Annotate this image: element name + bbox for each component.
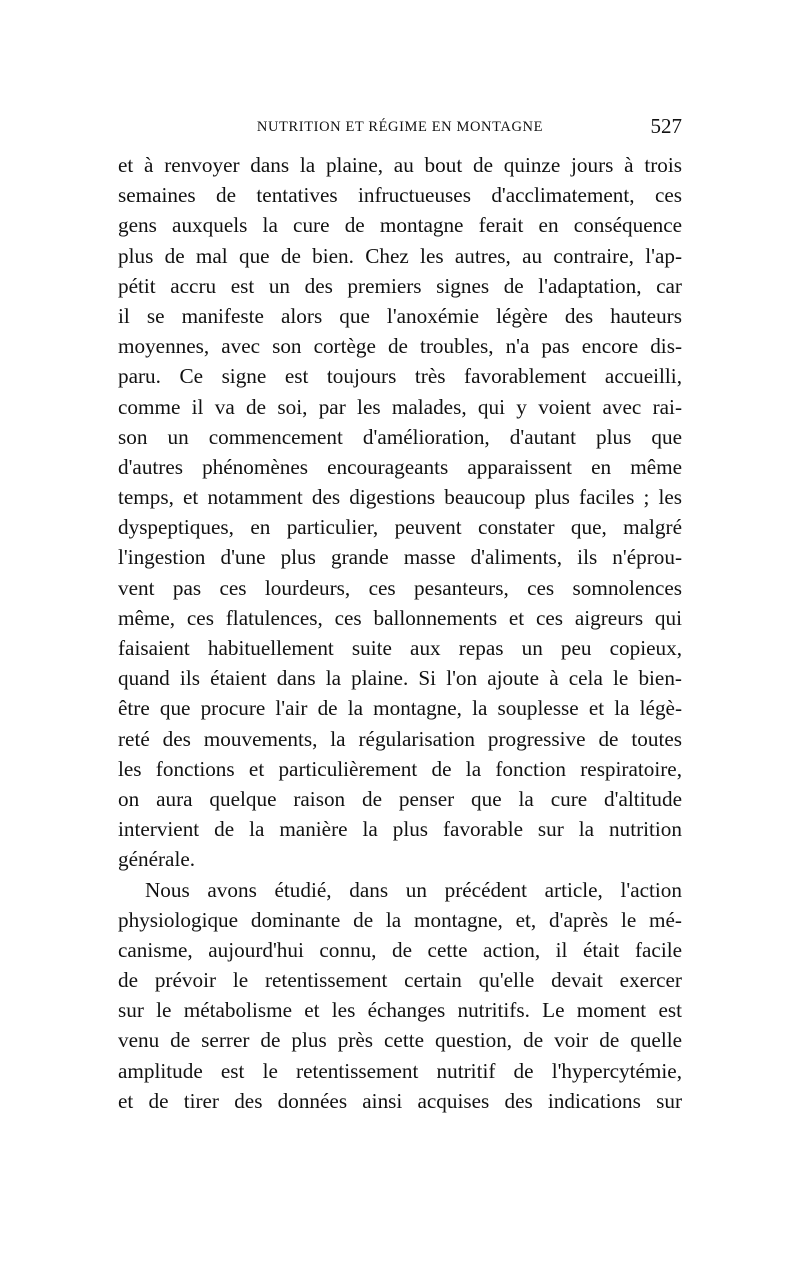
text-line: et à renvoyer dans la plaine, au bout de quinze jours à trois [118,153,682,177]
text-line: même, ces flatulences, ces ballonnements et ces aigreurs qui [118,605,682,630]
running-title: NUTRITION ET RÉGIME EN MONTAGNE [256,119,544,135]
text-line: être que procure l'air de la montagne, la souplesse et la légè- [118,696,682,721]
text-line: plus de mal que de bien. Chez les autres, au contraire, l'ap- [118,243,682,268]
text-line: et de tirer des données ainsi acquises des indications sur [118,1088,682,1113]
text-line: sur le métabolisme et les échanges nutritifs. Le moment est [118,998,682,1023]
paragraph-end-line: générale. [118,847,196,872]
text-line: temps, et notamment des digestions beaucoup plus faciles ; les [118,485,682,510]
text-line: gens auxquels la cure de montagne ferait en conséquence [118,213,682,238]
paragraph-start-line: Nous avons étudié, dans un précédent article, l'action [145,877,682,902]
text-line: comme il va de soi, par les malades, qui y voient avec rai- [118,394,682,419]
text-line: vent pas ces lourdeurs, ces pesanteurs, ces somnolences [118,575,682,600]
text-line: reté des mouvements, la régularisation progressive de toutes [118,726,682,751]
text-line: son un commencement d'amélioration, d'autant plus que [118,424,682,449]
text-line: intervient de la manière la plus favorable sur la nutrition [118,817,682,842]
text-line: moyennes, avec son cortège de troubles, n'a pas encore dis- [118,334,682,359]
text-line: les fonctions et particulièrement de la fonction respiratoire, [118,756,682,781]
text-line: il se manifeste alors que l'anoxémie légère des hauteurs [118,303,682,328]
text-line: l'ingestion d'une plus grande masse d'aliments, ils n'éprou- [118,545,682,570]
text-line: d'autres phénomènes encourageants apparaissent en même [118,454,682,479]
text-line: on aura quelque raison de penser que la cure d'altitude [118,786,682,811]
text-line: semaines de tentatives infructueuses d'acclimatement, ces [118,183,682,208]
page-number: 527 [650,114,682,138]
text-line: quand ils étaient dans la plaine. Si l'on ajoute à cela le bien- [118,666,682,691]
body-text [118,150,682,1116]
text-line: dyspeptiques, en particulier, peuvent constater que, malgré [118,515,682,540]
text-line: amplitude est le retentissement nutritif de l'hypercytémie, [118,1058,682,1083]
text-line: venu de serrer de plus près cette question, de voir de quelle [118,1028,682,1053]
running-header [118,114,682,140]
text-line: paru. Ce signe est toujours très favorablement accueilli, [118,364,682,389]
text-line: pétit accru est un des premiers signes de l'adaptation, car [118,273,682,298]
text-line: faisaient habituellement suite aux repas un peu copieux, [118,636,682,660]
text-line: de prévoir le retentissement certain qu'elle devait exercer [118,968,682,993]
text-line: canisme, aujourd'hui connu, de cette action, il était facile [118,937,682,962]
text-line: physiologique dominante de la montagne, et, d'après le mé- [118,907,682,932]
